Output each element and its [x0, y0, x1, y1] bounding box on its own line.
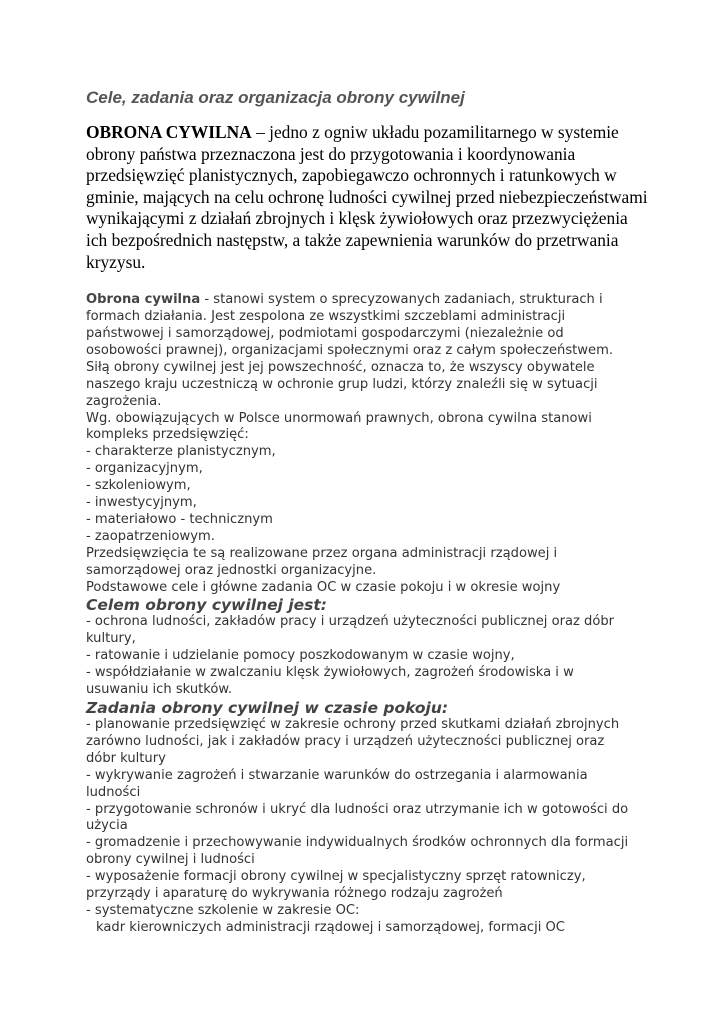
intro-term: OBRONA CYWILNA [86, 122, 252, 142]
body-line: państwowej i samorządowej, podmiotami gospodarczymi (niezależnie od [86, 325, 564, 341]
list-item: usuwaniu ich skutków. [86, 682, 233, 698]
body-line: Wg. obowiązujących w Polsce unormowań prawnych, obrona cywilna stanowi [86, 410, 592, 426]
list-item: - współdziałanie w zwalczaniu klęsk żywiołowych, zagrożeń środowiska i w [86, 665, 574, 681]
body-line: Przedsięwzięcia te są realizowane przez organa administracji rządowej i [86, 545, 558, 561]
list-item: - systematyczne szkolenie w zakresie OC: [86, 902, 360, 918]
list-item: - organizacyjnym, [86, 461, 203, 477]
list-item: zarówno ludności, jak i zakładów pracy i urządzeń użyteczności publicznej oraz [86, 733, 605, 749]
list-item: - materiałowo - technicznym [86, 511, 273, 527]
intro-line: kryzysu. [86, 251, 146, 272]
list-item-indented: kadr kierowniczych administracji rządowej i samorządowej, formacji OC [96, 919, 565, 935]
list-item: kultury, [86, 631, 136, 647]
body-text [86, 292, 646, 937]
list-item: - ochrona ludności, zakładów pracy i urządzeń użyteczności publicznej oraz dóbr [86, 614, 615, 630]
body-line: zagrożenia. [86, 393, 162, 409]
body-line: naszego kraju uczestniczą w ochronie grup ludzi, którzy znaleźli się w sytuacji [86, 376, 598, 392]
list-item: - charakterze planistycznym, [86, 444, 276, 460]
list-item: użycia [86, 818, 128, 834]
intro-line: gminie, mających na celu ochronę ludności cywilnej przed niebezpieczeństwami [86, 186, 648, 207]
list-item: - gromadzenie i przechowywanie indywidualnych środków ochronnych dla formacji [86, 835, 629, 851]
intro-line: przedsięwzięć planistycznych, zapobiegawczo ochronnych i ratunkowych w [86, 165, 617, 186]
list-item: - ratowanie i udzielanie pomocy poszkodowanym w czasie wojny, [86, 648, 515, 664]
section-heading-goals: Celem obrony cywilnej jest: [86, 596, 327, 615]
body-line [86, 292, 646, 309]
body-term: Obrona cywilna [86, 292, 201, 308]
section-heading-tasks: Zadania obrony cywilnej w czasie pokoju: [86, 699, 449, 717]
document-title: Cele, zadania oraz organizacja obrony cywilnej [86, 88, 465, 107]
list-item: dóbr kultury [86, 750, 166, 766]
intro-line: ich bezpośrednich następstw, a także zapewnienia warunków do przetrwania [86, 229, 619, 250]
list-item: - szkoleniowym, [86, 478, 191, 494]
list-item: - przygotowanie schronów i ukryć dla ludności oraz utrzymanie ich w gotowości do [86, 801, 629, 817]
intro-paragraph [86, 122, 646, 273]
body-line: kompleks przedsięwzięć: [86, 427, 249, 443]
list-item: ludności [86, 784, 141, 800]
intro-line: obrony państwa przeznaczona jest do przygotowania i koordynowania [86, 143, 576, 164]
list-item: obrony cywilnej i ludności [86, 852, 255, 868]
document-page [86, 86, 646, 937]
list-item: - zaopatrzeniowym. [86, 528, 215, 544]
body-line-rest: - stanowi system o sprecyzowanych zadaniach, strukturach i [200, 292, 603, 308]
intro-line [86, 122, 646, 144]
body-line: samorządowej oraz jednostki organizacyjne. [86, 562, 377, 578]
list-item: - wyposażenie formacji obrony cywilnej w specjalistyczny sprzęt ratowniczy, [86, 869, 586, 885]
list-item: - inwestycyjnym, [86, 495, 197, 511]
intro-line-rest: – jedno z ogniw układu pozamilitarnego w systemie [251, 122, 619, 142]
list-item: przyrządy i aparaturę do wykrywania różnego rodzaju zagrożeń [86, 886, 503, 902]
list-item: - wykrywanie zagrożeń i stwarzanie warunków do ostrzegania i alarmowania [86, 767, 588, 783]
list-item: - planowanie przedsięwzięć w zakresie ochrony przed skutkami działań zbrojnych [86, 717, 620, 732]
intro-line: wynikającymi z działań zbrojnych i klęsk żywiołowych oraz przezwyciężenia [86, 208, 628, 229]
body-line: osobowości prawnej), organizacjami społecznymi oraz z całym społeczeństwem. [86, 342, 613, 358]
body-line: Siłą obrony cywilnej jest jej powszechność, oznacza to, że wszyscy obywatele [86, 359, 595, 375]
body-line: Podstawowe cele i główne zadania OC w czasie pokoju i w okresie wojny [86, 579, 561, 595]
body-line: formach działania. Jest zespolona ze wszystkimi szczeblami administracji [86, 309, 566, 325]
